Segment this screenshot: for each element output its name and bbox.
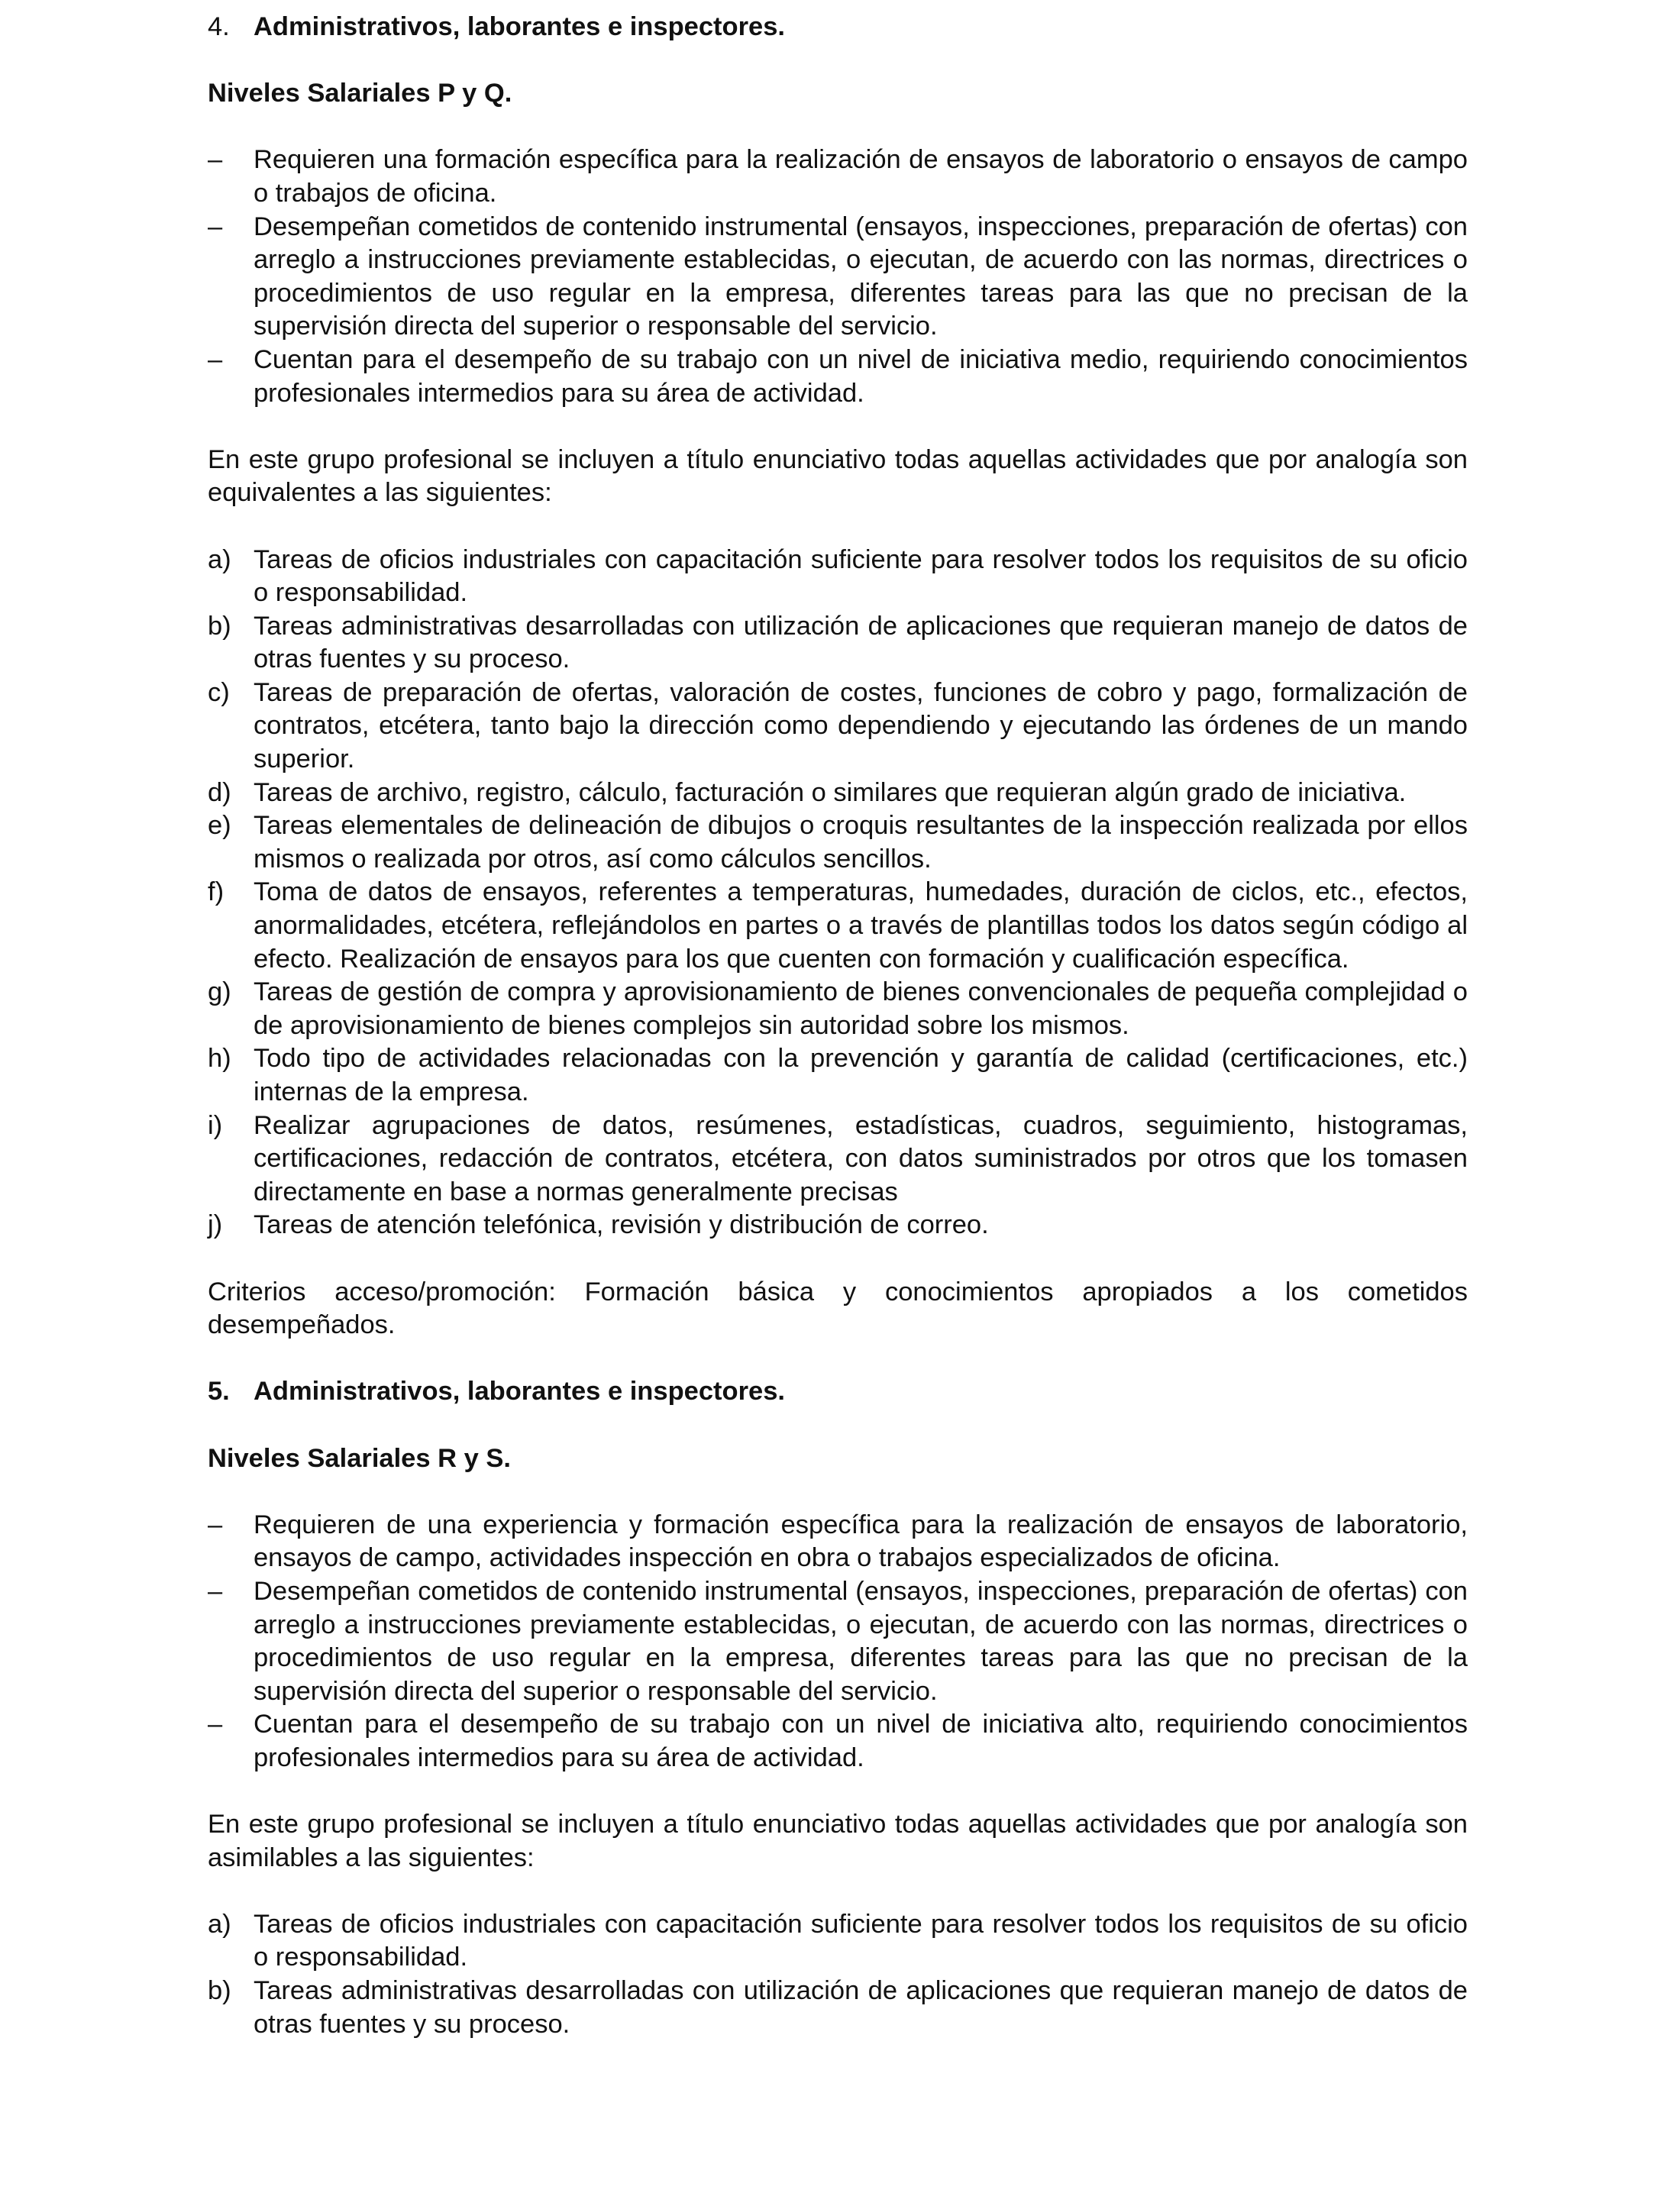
list-item: [208, 610, 1468, 677]
task-text: Tareas elementales de delineación de dibujos o croquis resultantes de la inspección realizada por ellos mismos o realizada por otros, así como cálculos sencillos.: [254, 811, 1468, 874]
list-item: [208, 976, 1468, 1042]
list-item: [208, 1109, 1468, 1210]
task-marker: b): [208, 1976, 231, 2006]
bullet-text: Requieren una formación específica para la realización de ensayos de laboratorio o ensayos de campo o trabajos de oficina.: [254, 145, 1468, 208]
section5-bullets: [208, 1509, 1468, 1775]
task-text: Tareas de atención telefónica, revisión y distribución de correo.: [254, 1210, 989, 1240]
list-item: [208, 1509, 1468, 1575]
task-marker: c): [208, 677, 230, 707]
list-item: [208, 809, 1468, 876]
list-item: [208, 876, 1468, 976]
list-item: [208, 544, 1468, 610]
bullet-marker: –: [208, 1510, 223, 1539]
task-marker: a): [208, 544, 231, 574]
list-item: [208, 1975, 1468, 2041]
bullet-marker: –: [208, 344, 223, 374]
task-marker: i): [208, 1110, 223, 1140]
task-marker: e): [208, 811, 231, 841]
section5-levels: Niveles Salariales R y S.: [208, 1443, 512, 1473]
list-item: [208, 1908, 1468, 1975]
task-marker: f): [208, 877, 225, 907]
section4-levels: Niveles Salariales P y Q.: [208, 79, 512, 108]
section4-bullets: [208, 144, 1468, 410]
section4-number: 4.: [208, 12, 230, 41]
section4-criteria: Criterios acceso/promoción: Formación básica y conocimientos apropiados a los cometidos desempeñados.: [208, 1277, 1468, 1340]
bullet-text: Desempeñan cometidos de contenido instrumental (ensayos, inspecciones, preparación de ofertas) con arreglo a instrucciones previamente establecidas, o ejecutan, de acuerdo con las normas, directrices o procedimientos de uso regular en la empresa, diferentes tareas para las que no precisan de la supervisión directa del superior o responsable del servicio.: [254, 212, 1468, 341]
bullet-text: Cuentan para el desempeño de su trabajo con un nivel de iniciativa medio, requiriendo conocimientos profesionales intermedios para su área de actividad.: [254, 344, 1468, 408]
list-item: [208, 1042, 1468, 1109]
section4-tasks: [208, 544, 1468, 1242]
section5-tasks: [208, 1908, 1468, 2041]
section5-number: 5.: [208, 1377, 230, 1407]
list-item: [208, 1708, 1468, 1775]
task-marker: h): [208, 1044, 231, 1074]
task-marker: a): [208, 1909, 231, 1939]
list-item: [208, 344, 1468, 410]
task-text: Tareas de oficios industriales con capacitación suficiente para resolver todos los requisitos de su oficio o responsabilidad.: [254, 1909, 1468, 1972]
task-marker: b): [208, 611, 231, 641]
task-text: Tareas de oficios industriales con capacitación suficiente para resolver todos los requisitos de su oficio o responsabilidad.: [254, 544, 1468, 608]
bullet-marker: –: [208, 212, 223, 241]
task-marker: j): [208, 1210, 223, 1240]
list-item: [208, 677, 1468, 777]
task-text: Tareas de gestión de compra y aprovisionamiento de bienes convencionales de pequeña complejidad o de aprovisionamiento de bienes complejos sin autoridad sobre los mismos.: [254, 977, 1468, 1040]
bullet-text: Desempeñan cometidos de contenido instrumental (ensayos, inspecciones, preparación de ofertas) con arreglo a instrucciones previamente establecidas, o ejecutan, de acuerdo con las normas, directrices o procedimientos de uso regular en la empresa, diferentes tareas para las que no precisan de la supervisión directa del superior o responsable del servicio.: [254, 1576, 1468, 1706]
task-text: Tareas de archivo, registro, cálculo, facturación o similares que requieran algún grado de iniciativa.: [254, 777, 1407, 807]
task-text: Toma de datos de ensayos, referentes a temperaturas, humedades, duración de ciclos, etc., efectos, anormalidades, etcétera, reflejándolos en partes o a través de plantillas todos los datos según código al efecto. Realización de ensayos para los que cuenten con formación y cualificación específica.: [254, 877, 1468, 974]
section4-title: Administrativos, laborantes e inspectores.: [254, 12, 785, 41]
list-item: [208, 777, 1468, 810]
task-text: Todo tipo de actividades relacionadas con la prevención y garantía de calidad (certificaciones, etc.) internas de la empresa.: [254, 1044, 1468, 1106]
section4-heading: [208, 11, 1468, 44]
list-item: [208, 211, 1468, 344]
task-marker: d): [208, 777, 231, 807]
section4-intro: En este grupo profesional se incluyen a título enunciativo todas aquellas actividades que por analogía son equivalentes a las siguientes:: [208, 444, 1468, 508]
list-item: [208, 144, 1468, 210]
bullet-text: Requieren de una experiencia y formación específica para la realización de ensayos de laboratorio, ensayos de campo, actividades inspección en obra o trabajos especializados de oficina.: [254, 1510, 1468, 1573]
bullet-marker: –: [208, 1710, 223, 1739]
document-page: [208, 11, 1468, 2041]
section5-title: Administrativos, laborantes e inspectores.: [254, 1377, 785, 1407]
bullet-text: Cuentan para el desempeño de su trabajo con un nivel de iniciativa alto, requiriendo conocimientos profesionales intermedios para su área de actividad.: [254, 1710, 1468, 1772]
task-marker: g): [208, 977, 231, 1007]
list-item: [208, 1575, 1468, 1708]
bullet-marker: –: [208, 1576, 223, 1606]
bullet-marker: –: [208, 145, 223, 175]
task-text: Tareas de preparación de ofertas, valoración de costes, funciones de cobro y pago, formalización de contratos, etcétera, tanto bajo la dirección como dependiendo y ejecutando las órdenes de un mando superior.: [254, 677, 1468, 774]
section5-heading: [208, 1375, 1468, 1409]
section5-intro: En este grupo profesional se incluyen a título enunciativo todas aquellas actividades que por analogía son asimilables a las siguientes:: [208, 1810, 1468, 1872]
task-text: Tareas administrativas desarrolladas con utilización de aplicaciones que requieran manejo de datos de otras fuentes y su proceso.: [254, 611, 1468, 674]
task-text: Realizar agrupaciones de datos, resúmenes, estadísticas, cuadros, seguimiento, histogramas, certificaciones, redacción de contratos, etcétera, con datos suministrados por otros que los tomasen directamente en base a normas generalmente precisas: [254, 1110, 1468, 1206]
list-item: [208, 1209, 1468, 1242]
task-text: Tareas administrativas desarrolladas con utilización de aplicaciones que requieran manejo de datos de otras fuentes y su proceso.: [254, 1976, 1468, 2039]
